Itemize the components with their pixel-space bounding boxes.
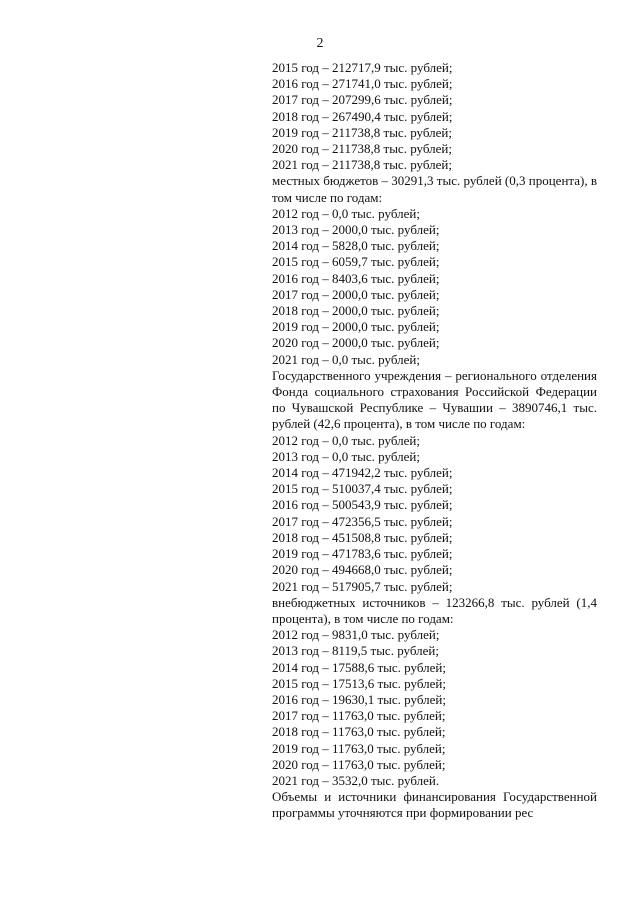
list-item: 2020 год – 11763,0 тыс. рублей; bbox=[272, 756, 446, 772]
list-item: 2017 год – 2000,0 тыс. рублей; bbox=[272, 286, 440, 302]
list-item: 2016 год – 19630,1 тыс. рублей; bbox=[272, 691, 446, 707]
funding-list-extrabudget bbox=[272, 627, 597, 789]
list-item: 2013 год – 0,0 тыс. рублей; bbox=[272, 448, 420, 464]
list-item: 2017 год – 472356,5 тыс. рублей; bbox=[272, 513, 453, 529]
list-item: 2019 год – 471783,6 тыс. рублей; bbox=[272, 546, 453, 562]
list-item: 2021 год – 0,0 тыс. рублей; bbox=[272, 351, 420, 367]
list-item: 2021 год – 211738,8 тыс. рублей; bbox=[272, 157, 452, 173]
list-item: 2016 год – 8403,6 тыс. рублей; bbox=[272, 270, 440, 286]
list-item: 2018 год – 451508,8 тыс. рублей; bbox=[272, 529, 453, 545]
list-item: 2018 год – 11763,0 тыс. рублей; bbox=[272, 724, 446, 740]
list-item: 2016 год – 271741,0 тыс. рублей; bbox=[272, 76, 453, 92]
page-number: 2 bbox=[316, 36, 324, 51]
list-item: 2020 год – 494668,0 тыс. рублей; bbox=[272, 562, 453, 578]
funding-list-fss bbox=[272, 433, 597, 595]
list-item: 2018 год – 2000,0 тыс. рублей; bbox=[272, 303, 440, 319]
list-item: 2014 год – 471942,2 тыс. рублей; bbox=[272, 465, 453, 481]
list-item: 2014 год – 5828,0 тыс. рублей; bbox=[272, 238, 440, 254]
list-item: 2018 год – 267490,4 тыс. рублей; bbox=[272, 108, 453, 124]
list-item: 2014 год – 17588,6 тыс. рублей; bbox=[272, 659, 446, 675]
funding-list-local bbox=[272, 206, 597, 368]
list-item: 2017 год – 11763,0 тыс. рублей; bbox=[272, 708, 446, 724]
closing-paragraph: Объемы и источники финансирования Государственной программы уточняются при формировании рес bbox=[272, 789, 597, 821]
list-item: 2012 год – 0,0 тыс. рублей; bbox=[272, 432, 420, 448]
list-item: 2020 год – 211738,8 тыс. рублей; bbox=[272, 141, 452, 157]
funding-list-regional bbox=[272, 60, 597, 173]
list-item: 2020 год – 2000,0 тыс. рублей; bbox=[272, 335, 440, 351]
list-item: 2013 год – 2000,0 тыс. рублей; bbox=[272, 222, 440, 238]
list-item: 2019 год – 211738,8 тыс. рублей; bbox=[272, 124, 452, 140]
list-item: 2016 год – 500543,9 тыс. рублей; bbox=[272, 497, 453, 513]
extrabudget-paragraph: внебюджетных источников – 123266,8 тыс. рублей (1,4 процента), в том числе по годам: bbox=[272, 594, 597, 626]
list-item: 2021 год – 517905,7 тыс. рублей; bbox=[272, 578, 453, 594]
list-item: 2012 год – 9831,0 тыс. рублей; bbox=[272, 627, 440, 643]
list-item: 2017 год – 207299,6 тыс. рублей; bbox=[272, 92, 453, 108]
list-item: 2015 год – 17513,6 тыс. рублей; bbox=[272, 675, 446, 691]
list-item: 2021 год – 3532,0 тыс. рублей. bbox=[272, 772, 440, 788]
document-body bbox=[272, 60, 597, 822]
list-item: 2015 год – 6059,7 тыс. рублей; bbox=[272, 254, 440, 270]
list-item: 2013 год – 8119,5 тыс. рублей; bbox=[272, 643, 439, 659]
list-item: 2019 год – 11763,0 тыс. рублей; bbox=[272, 740, 446, 756]
list-item: 2012 год – 0,0 тыс. рублей; bbox=[272, 205, 420, 221]
fss-paragraph: Государственного учреждения – регионального отделения Фонда социального страхования Российской Федерации по Чувашской Республике – Чувашии – 3890746,1 тыс. рублей (42,6 процента), в том числе по годам: bbox=[272, 367, 597, 432]
list-item: 2015 год – 212717,9 тыс. рублей; bbox=[272, 60, 453, 75]
list-item: 2015 год – 510037,4 тыс. рублей; bbox=[272, 481, 453, 497]
local-budgets-paragraph: местных бюджетов – 30291,3 тыс. рублей (0,3 процента), в том числе по годам: bbox=[272, 173, 597, 205]
list-item: 2019 год – 2000,0 тыс. рублей; bbox=[272, 319, 440, 335]
